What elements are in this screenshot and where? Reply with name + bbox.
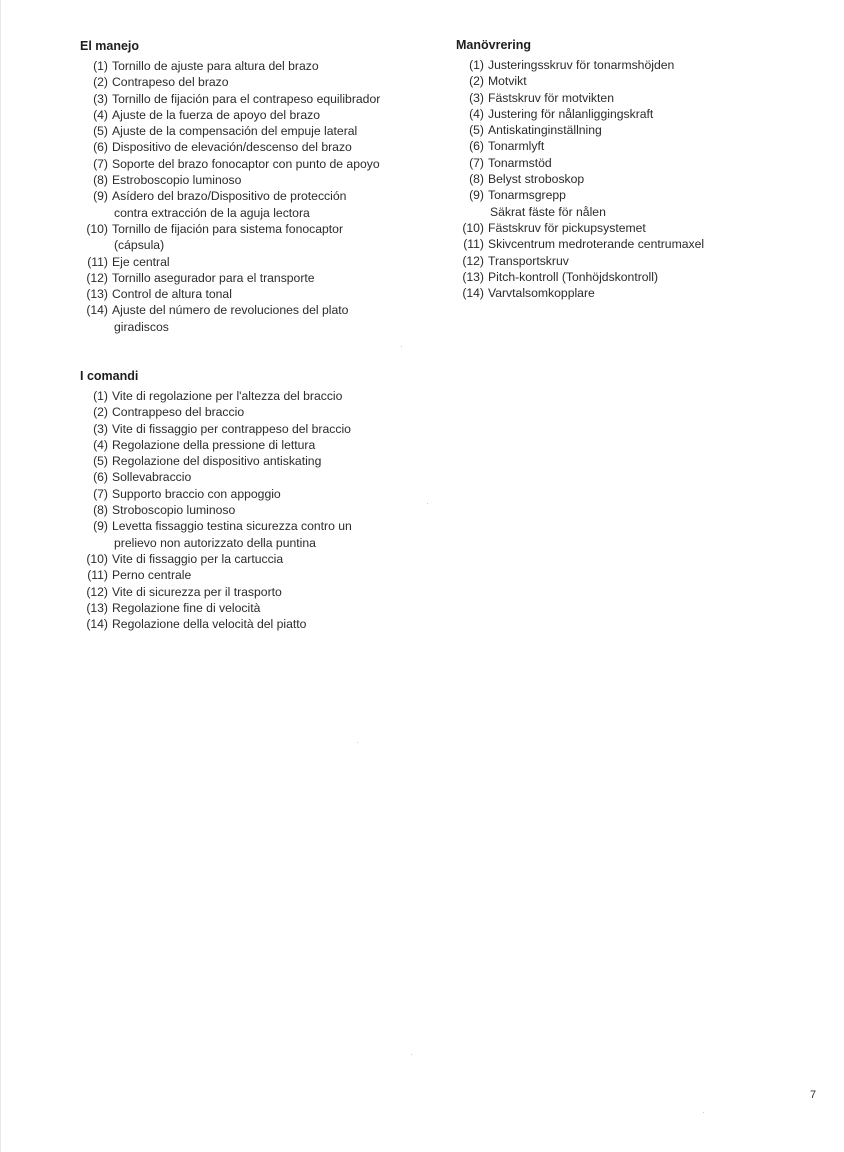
item-text-line: Tornillo de ajuste para altura del brazo (112, 59, 319, 73)
list-item (80, 188, 420, 221)
item-text (112, 302, 420, 335)
item-text-line: Ajuste del número de revoluciones del plato (112, 303, 349, 318)
list-item (80, 91, 420, 107)
item-number: (13) (86, 600, 108, 615)
item-text (112, 172, 420, 188)
item-number: (8) (469, 172, 484, 187)
item-number: (3) (93, 91, 108, 106)
item-text-line: Fästskruv för pickupsystemet (488, 220, 646, 235)
item-text (488, 269, 796, 285)
item-number: (2) (93, 75, 108, 90)
item-text (112, 567, 420, 583)
item-text-line: prelievo non autorizzato della puntina (114, 535, 316, 550)
item-text-line: Pitch-kontroll (Tonhöjdskontroll) (488, 269, 659, 284)
item-text (112, 107, 420, 123)
list-item (80, 388, 420, 404)
item-text (112, 254, 420, 270)
item-text (112, 270, 420, 286)
item-text (112, 156, 420, 172)
item-text-line: Tonarmsgrepp (488, 188, 566, 203)
item-text-line: Tornillo de fijación para el contrapeso equilibrador (112, 91, 381, 106)
item-text (112, 221, 420, 254)
item-text (488, 236, 796, 252)
item-number: (1) (469, 58, 484, 72)
item-text-line: Contrapeso del brazo (112, 75, 229, 90)
item-number: (4) (469, 106, 484, 121)
list-item (80, 453, 420, 469)
item-text-line: Skivcentrum medroterande centrumaxel (488, 237, 705, 252)
controls-list-swedish (456, 57, 796, 301)
item-number: (12) (462, 253, 484, 268)
item-number: (11) (463, 237, 484, 252)
scan-speck (703, 1112, 704, 1113)
item-text (488, 171, 796, 187)
item-text-line: Varvtalsomkopplare (488, 286, 595, 301)
item-text-line: Eje central (112, 254, 170, 269)
list-item (456, 171, 796, 187)
scan-speck (411, 1054, 412, 1055)
list-item (80, 58, 420, 74)
item-number: (9) (93, 189, 108, 204)
item-number: (3) (93, 421, 108, 436)
controls-list-spanish (80, 58, 420, 335)
item-number: (10) (86, 221, 108, 236)
item-text-line: Dispositivo de elevación/descenso del brazo (112, 140, 352, 155)
item-text (112, 123, 420, 139)
item-text (112, 91, 420, 107)
item-text (488, 122, 796, 138)
list-item (80, 286, 420, 302)
item-text (488, 187, 796, 220)
item-text-line: Vite di fissaggio per contrappeso del braccio (112, 421, 351, 436)
item-text-line: Asídero del brazo/Dispositivo de protección (112, 189, 347, 204)
scan-speck (427, 503, 428, 504)
item-number: (7) (93, 156, 108, 171)
item-text-line: Justering för nålanliggingskraft (488, 106, 654, 121)
item-text-line: Levetta fissaggio testina sicurezza contro un (112, 519, 352, 534)
item-number: (12) (86, 584, 108, 599)
item-text (112, 584, 420, 600)
list-item (80, 600, 420, 616)
item-text (112, 551, 420, 567)
list-item (456, 187, 796, 220)
item-number: (10) (86, 551, 108, 566)
item-text-line: Contrappeso del braccio (112, 405, 245, 420)
list-item (456, 269, 796, 285)
section-spanish (80, 38, 420, 335)
item-text-line: Vite di regolazione per l'altezza del braccio (112, 389, 343, 403)
item-number: (2) (93, 405, 108, 420)
list-item (80, 107, 420, 123)
item-text (488, 73, 796, 89)
section-italian (80, 368, 420, 632)
item-text (488, 57, 796, 73)
section-swedish (456, 37, 796, 301)
scan-speck (357, 742, 358, 743)
item-number: (11) (87, 254, 108, 269)
item-text-line: Regolazione della velocità del piatto (112, 617, 307, 632)
item-number: (7) (469, 155, 484, 170)
item-text-line: (cápsula) (114, 238, 165, 253)
item-text-line: Perno centrale (112, 568, 192, 583)
list-item (456, 106, 796, 122)
item-text-line: Säkrat fäste för nålen (490, 204, 606, 219)
list-item (80, 156, 420, 172)
item-text (488, 138, 796, 154)
list-item (456, 90, 796, 106)
item-text-line: Belyst stroboskop (488, 172, 585, 187)
item-number: (1) (93, 59, 108, 73)
controls-list-italian (80, 388, 420, 632)
item-number: (4) (93, 437, 108, 452)
item-text (488, 285, 796, 301)
item-number: (5) (93, 454, 108, 469)
item-text-line: Antiskatinginställning (488, 123, 602, 138)
list-item (456, 138, 796, 154)
list-item (456, 122, 796, 138)
list-item (80, 551, 420, 567)
item-text (488, 220, 796, 236)
item-text-line: Supporto braccio con appoggio (112, 486, 281, 501)
item-text (112, 404, 420, 420)
item-number: (2) (469, 74, 484, 89)
item-text (112, 421, 420, 437)
item-text-line: Tonarmstöd (488, 155, 552, 170)
item-number: (9) (469, 188, 484, 203)
scan-speck (401, 346, 402, 347)
list-item (80, 421, 420, 437)
item-text-line: Ajuste de la fuerza de apoyo del brazo (112, 107, 321, 122)
item-text-line: Tonarmlyft (488, 139, 545, 154)
item-number: (13) (462, 269, 484, 284)
item-number: (12) (86, 270, 108, 285)
item-number: (11) (87, 568, 108, 583)
list-item (456, 155, 796, 171)
item-text (112, 388, 420, 404)
item-text (112, 286, 420, 302)
item-number: (14) (462, 286, 484, 301)
item-number: (6) (93, 140, 108, 155)
item-text-line: Soporte del brazo fonocaptor con punto de apoyo (112, 156, 380, 171)
list-item (80, 469, 420, 485)
item-number: (6) (93, 470, 108, 485)
list-item (456, 285, 796, 301)
item-number: (7) (93, 486, 108, 501)
item-number: (8) (93, 503, 108, 518)
list-item (80, 584, 420, 600)
list-item (80, 486, 420, 502)
list-item (80, 172, 420, 188)
item-text-line: Regolazione della pressione di lettura (112, 437, 316, 452)
item-number: (13) (86, 287, 108, 302)
item-text-line: Control de altura tonal (112, 287, 232, 302)
item-text (112, 139, 420, 155)
item-text-line: Fästskruv för motvikten (488, 90, 614, 105)
item-text-line: Sollevabraccio (112, 470, 192, 485)
item-number: (4) (93, 107, 108, 122)
item-number: (8) (93, 173, 108, 188)
item-text (488, 106, 796, 122)
list-item (456, 57, 796, 73)
list-item (80, 518, 420, 551)
item-text-line: Regolazione fine di velocità (112, 600, 261, 615)
item-text (112, 502, 420, 518)
item-number: (10) (462, 220, 484, 235)
list-item (456, 253, 796, 269)
item-text-line: Regolazione del dispositivo antiskating (112, 454, 322, 469)
item-number: (9) (93, 519, 108, 534)
section-title-swedish: Manövrering (456, 38, 532, 52)
list-item (80, 123, 420, 139)
section-title-spanish: El manejo (80, 39, 140, 53)
item-text (112, 616, 420, 632)
item-text (112, 486, 420, 502)
page-number: 7 (810, 1089, 817, 1101)
item-number: (3) (469, 90, 484, 105)
page-edge (0, 0, 1, 1152)
item-text-line: Estroboscopio luminoso (112, 173, 242, 188)
list-item (80, 616, 420, 632)
section-title-italian: I comandi (80, 369, 139, 383)
item-text-line: Vite di fissaggio per la cartuccia (112, 551, 284, 566)
list-item (80, 139, 420, 155)
item-text (112, 188, 420, 221)
item-text (488, 90, 796, 106)
item-text-line: Vite di sicurezza per il trasporto (112, 584, 282, 599)
item-text-line: Transportskruv (488, 253, 569, 268)
list-item (80, 302, 420, 335)
list-item (80, 567, 420, 583)
item-number: (5) (469, 123, 484, 138)
item-text-line: Justeringsskruv för tonarmshöjden (488, 58, 675, 72)
list-item (80, 437, 420, 453)
item-text (488, 155, 796, 171)
list-item (80, 221, 420, 254)
list-item (456, 220, 796, 236)
item-text (112, 600, 420, 616)
list-item (456, 236, 796, 252)
item-text-line: Stroboscopio luminoso (112, 503, 236, 518)
item-text (112, 74, 420, 90)
item-text (112, 518, 420, 551)
list-item (80, 270, 420, 286)
item-number: (1) (93, 389, 108, 403)
item-text (112, 453, 420, 469)
item-text-line: Motvikt (488, 74, 527, 89)
item-number: (14) (86, 303, 108, 318)
item-number: (5) (93, 124, 108, 139)
item-text (112, 58, 420, 74)
list-item (80, 254, 420, 270)
item-text (112, 469, 420, 485)
list-item (80, 404, 420, 420)
item-text-line: Tornillo asegurador para el transporte (112, 270, 315, 285)
item-text (112, 437, 420, 453)
item-number: (14) (86, 617, 108, 632)
list-item (80, 74, 420, 90)
list-item (80, 502, 420, 518)
item-text-line: Tornillo de fijación para sistema fonocaptor (112, 221, 344, 236)
item-number: (6) (469, 139, 484, 154)
item-text-line: contra extracción de la aguja lectora (114, 205, 310, 220)
item-text (488, 253, 796, 269)
item-text-line: giradiscos (114, 319, 169, 334)
list-item (456, 73, 796, 89)
item-text-line: Ajuste de la compensación del empuje lateral (112, 124, 358, 139)
